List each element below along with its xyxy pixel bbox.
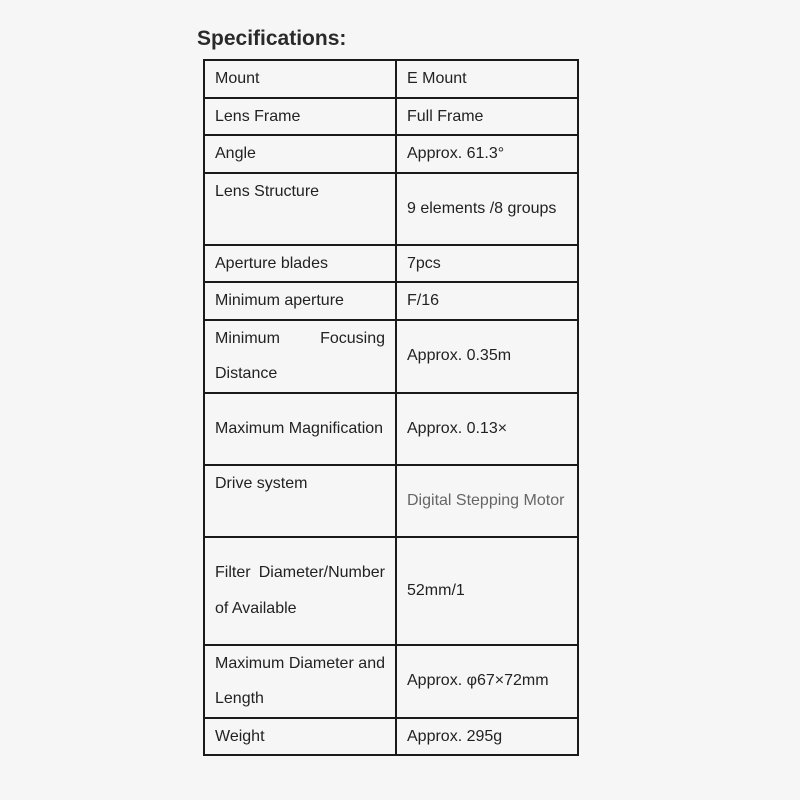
spec-label: Drive system [204, 465, 396, 537]
table-row [204, 645, 578, 718]
spec-value: Approx. 0.13× [396, 393, 578, 465]
spec-label: Maximum Magnification [204, 393, 396, 465]
spec-label: Filter Diameter/Number of Available [204, 537, 396, 645]
spec-value: Approx. 61.3° [396, 135, 578, 173]
table-row [204, 718, 578, 756]
table-row [204, 173, 578, 245]
spec-value: Approx. 0.35m [396, 320, 578, 393]
spec-value: 52mm/1 [396, 537, 578, 645]
spec-value: Approx. 295g [396, 718, 578, 756]
specifications-table [203, 59, 579, 756]
spec-value: E Mount [396, 60, 578, 98]
table-row [204, 135, 578, 173]
spec-value: 9 elements /8 groups [396, 173, 578, 245]
table-row [204, 393, 578, 465]
spec-label: Mount [204, 60, 396, 98]
spec-value: Full Frame [396, 98, 578, 136]
spec-label: Aperture blades [204, 245, 396, 283]
spec-label: Weight [204, 718, 396, 756]
spec-label: Angle [204, 135, 396, 173]
spec-label: Lens Structure [204, 173, 396, 245]
spec-label: Lens Frame [204, 98, 396, 136]
table-row [204, 60, 578, 98]
table-row [204, 320, 578, 393]
spec-value: F/16 [396, 282, 578, 320]
table-row [204, 245, 578, 283]
spec-value: Digital Stepping Motor [396, 465, 578, 537]
table-row [204, 282, 578, 320]
spec-label: Maximum Diameter and Length [204, 645, 396, 718]
spec-label: Minimum Focusing Distance [204, 320, 396, 393]
page-title: Specifications: [197, 27, 347, 50]
spec-value: 7pcs [396, 245, 578, 283]
table-row [204, 537, 578, 645]
table-row [204, 465, 578, 537]
table-row [204, 98, 578, 136]
spec-value: Approx. φ67×72mm [396, 645, 578, 718]
spec-label: Minimum aperture [204, 282, 396, 320]
